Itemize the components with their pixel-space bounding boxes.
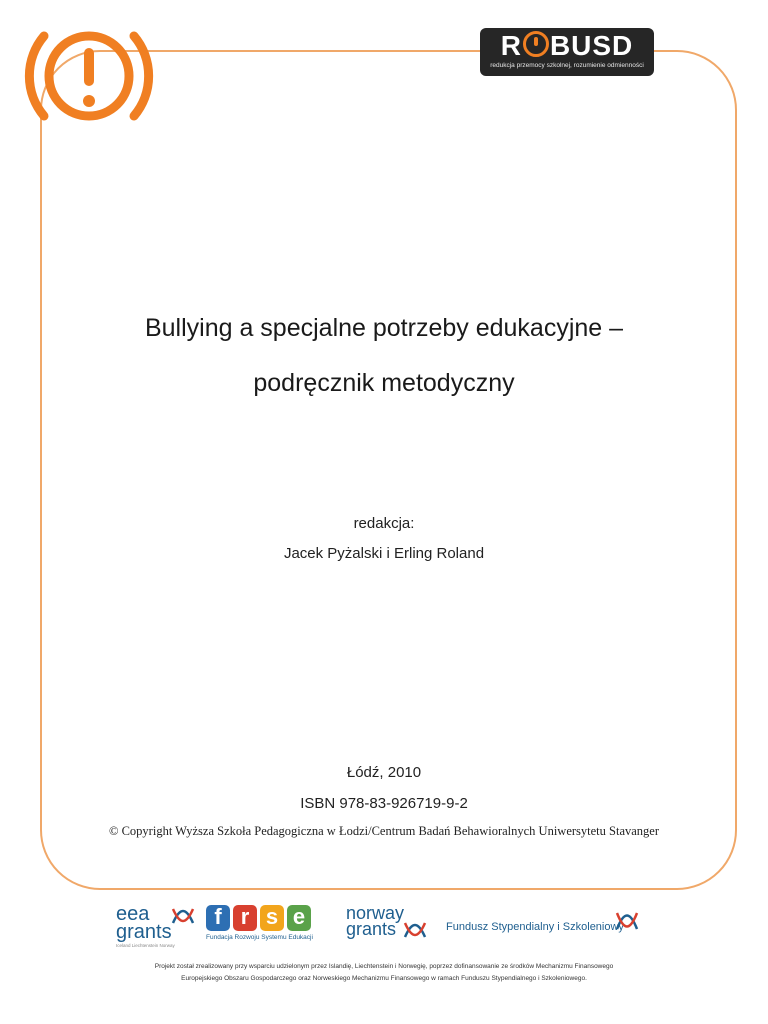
robusd-logo	[480, 28, 654, 76]
frse-caption: Fundacja Rozwoju Systemu Edukacji	[206, 934, 313, 941]
footnote-line-1: Projekt został zrealizowany przy wsparciu udzielonym przez Islandię, Liechtenstein i Norwegię, poprzez dofinansowanie ze środków Mechanizmu Finansowego	[154, 963, 614, 970]
alert-icon	[14, 18, 164, 134]
footnote-line-2: Europejskiego Obszaru Gospodarczego oraz Norweskiego Mechanizmu Finansowego w ramach Funduszu Stypendialnego i Szkoleniowego.	[181, 975, 587, 982]
frse-letter-r: r	[233, 905, 257, 931]
robusd-suffix: BUSD	[549, 30, 634, 61]
eea-word: eea	[116, 903, 150, 925]
editors-names: Jacek Pyżalski i Erling Roland	[283, 545, 485, 562]
norway-knot-icon	[402, 919, 428, 941]
title-line-1: Bullying a specjalne potrzeby edukacyjne –	[144, 314, 624, 342]
copyright-notice: © Copyright Wyższa Szkoła Pedagogiczna w Łodzi/Centrum Badań Behawioralnych Uniwersytetu Stavanger	[108, 824, 660, 838]
title-line-2: podręcznik metodyczny	[253, 369, 515, 397]
isbn: ISBN 978-83-926719-9-2	[300, 795, 468, 812]
frse-letter-e: e	[287, 905, 311, 931]
eea-knot-icon	[170, 905, 196, 927]
eea-grants-logo	[116, 905, 188, 948]
frse-logo	[206, 905, 316, 941]
eea-grants-word: grants	[116, 921, 172, 943]
frse-letter-f: f	[206, 905, 230, 931]
frse-letter-s: s	[260, 905, 284, 931]
fundusz-name: Fundusz Stypendialny i Szkoleniowy	[446, 921, 624, 933]
robusd-wordmark	[480, 31, 654, 61]
place-date: Łódź, 2010	[346, 764, 422, 781]
sponsor-logos	[0, 905, 768, 965]
robusd-tagline: redukcja przemocy szkolnej, rozumienie odmienności	[490, 62, 644, 69]
fundusz-knot-icon	[614, 909, 640, 933]
robusd-prefix: R	[500, 30, 522, 61]
norway-word: norway	[346, 903, 405, 923]
fundusz-logo	[446, 905, 656, 933]
frse-letter-boxes	[206, 905, 316, 931]
norway-grants-logo	[346, 905, 426, 937]
eea-countries: Iceland Liechtenstein Norway	[116, 943, 175, 948]
norway-grants-word: grants	[346, 919, 397, 939]
funding-footnote	[0, 961, 768, 985]
editors-label: redakcja:	[353, 515, 415, 532]
exclamation-ring-icon	[523, 31, 549, 57]
